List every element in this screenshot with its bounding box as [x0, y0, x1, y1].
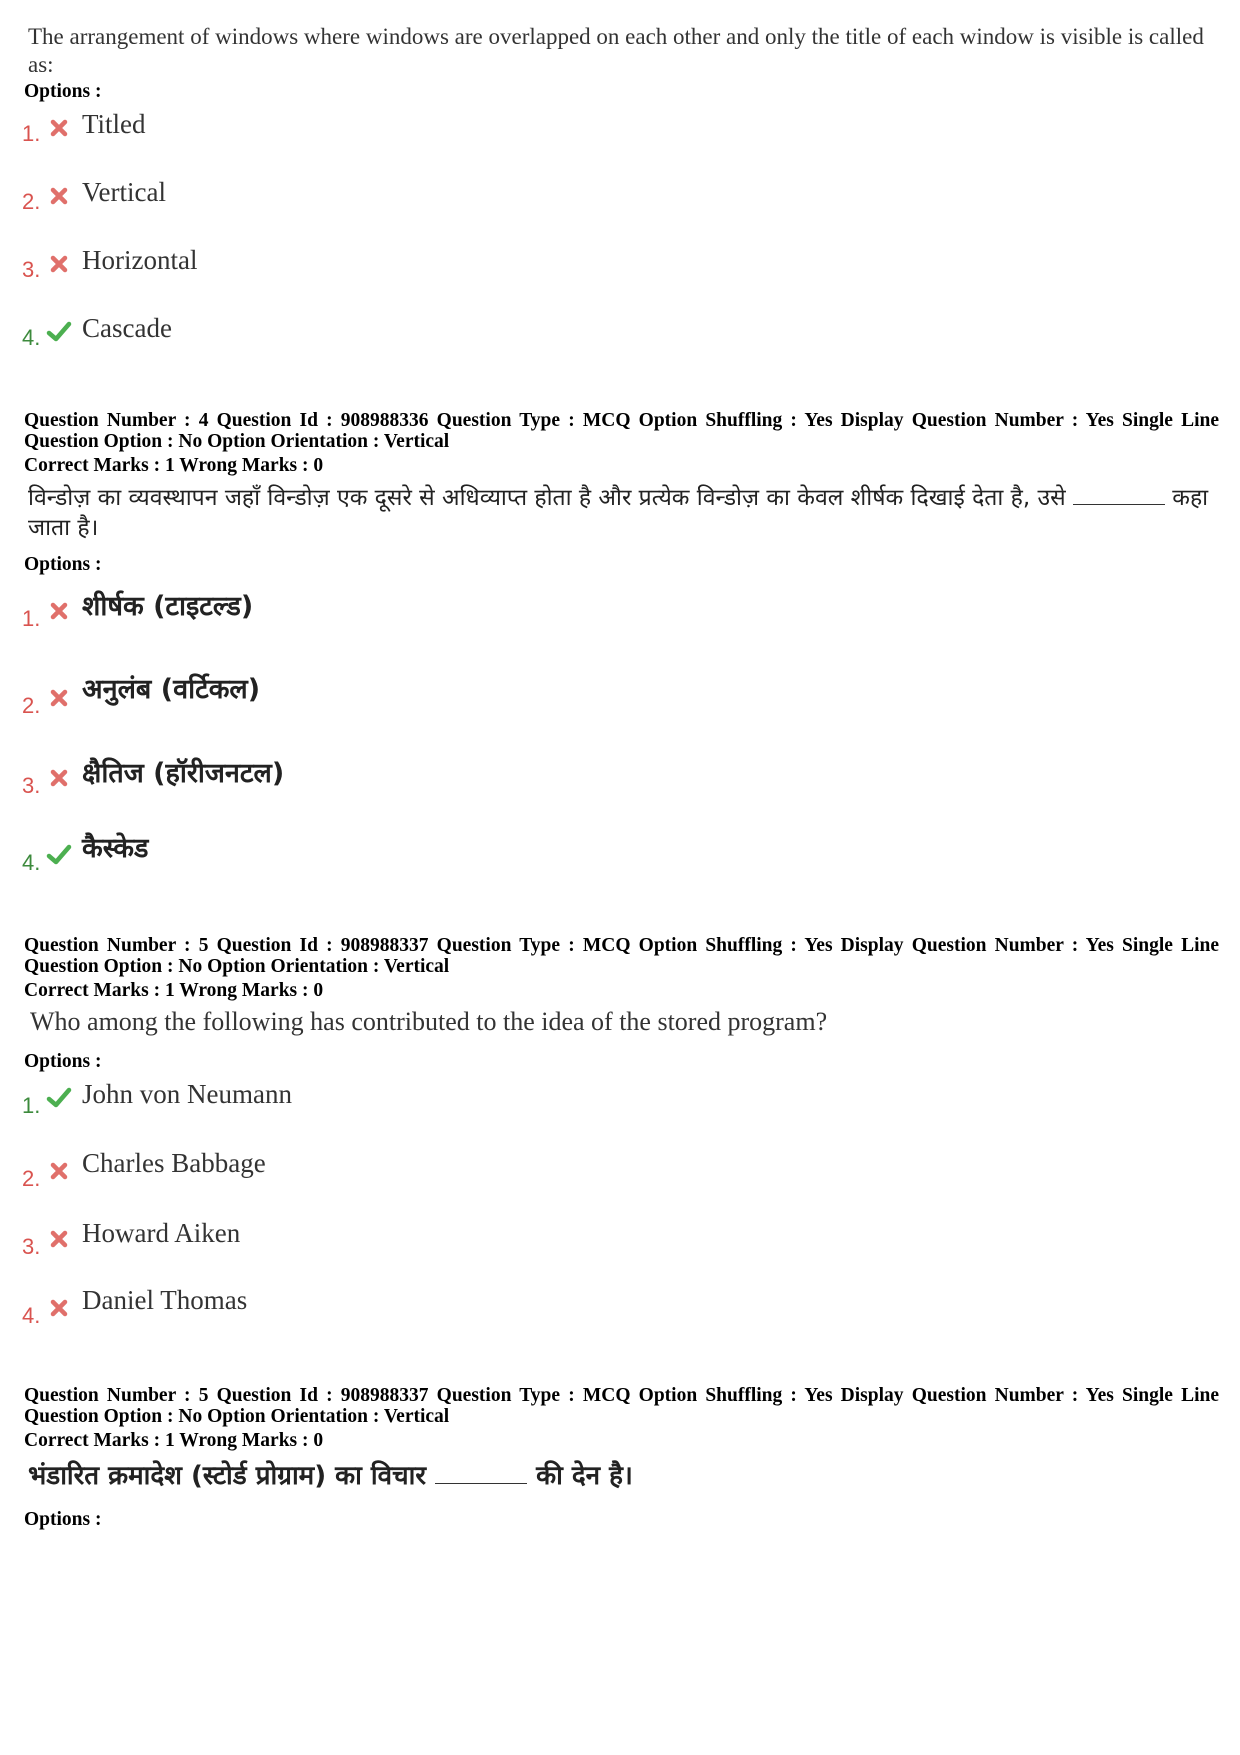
option-number: 3.: [22, 773, 41, 798]
option-number: 1.: [22, 606, 41, 631]
cross-icon: [46, 685, 72, 711]
cross-icon: [46, 1295, 72, 1321]
option-number: 1.: [22, 121, 41, 146]
option-number: 1.: [22, 1093, 41, 1118]
option-text: शीर्षक (टाइटल्ड): [82, 591, 254, 622]
question-text-part2: की देन है।: [536, 1461, 633, 1491]
question-5-meta: Question Number : 5 Question Id : 908988337 Question Type : MCQ Option Shuffling : Yes Display Question Number : Yes Single Line Question Option : No Option Orientation : Vertical: [24, 935, 1219, 977]
question-5-hi-marks: Correct Marks : 1 Wrong Marks : 0: [24, 1430, 324, 1451]
question-text-part1: विन्डोज़ का व्यवस्थापन जहाँ विन्डोज़ एक दूसरे से अधिव्याप्त होता है और प्रत्येक विन्डोज़ का केवल शीर्षक दिखाई देता है, उसे: [28, 485, 1066, 511]
question-text-part2: कहा जाता है।: [28, 485, 1209, 541]
check-icon: [46, 1085, 72, 1111]
question-5-hi-meta: Question Number : 5 Question Id : 908988337 Question Type : MCQ Option Shuffling : Yes Display Question Number : Yes Single Line Question Option : No Option Orientation : Vertical: [24, 1385, 1219, 1427]
question-5-marks: Correct Marks : 1 Wrong Marks : 0: [24, 980, 324, 1001]
option-text: Daniel Thomas: [82, 1285, 248, 1315]
option-text: Charles Babbage: [82, 1148, 266, 1178]
option-number: 2.: [22, 693, 41, 718]
option-text: क्षैतिज (हॉरीजनटल): [82, 758, 285, 789]
cross-icon: [46, 598, 72, 624]
option-number: 3.: [22, 1234, 41, 1259]
option-number: 4.: [22, 325, 41, 350]
question-5-text: Who among the following has contributed to the idea of the stored program?: [30, 1007, 828, 1036]
option-text: Horizontal: [82, 245, 198, 275]
options-label: Options :: [24, 554, 102, 575]
option-number: 4.: [22, 1303, 41, 1328]
question-text-part1: भंडारित क्रमादेश (स्टोर्ड प्रोग्राम) का विचार: [28, 1461, 426, 1491]
question-4-meta: Question Number : 4 Question Id : 908988336 Question Type : MCQ Option Shuffling : Yes Display Question Number : Yes Single Line Question Option : No Option Orientation : Vertical: [24, 410, 1219, 452]
question-5-hi-text: [28, 1461, 1218, 1491]
option-number: 2.: [22, 1166, 41, 1191]
question-4-marks: Correct Marks : 1 Wrong Marks : 0: [24, 455, 324, 476]
cross-icon: [46, 1226, 72, 1252]
question-4-text: [28, 483, 1218, 543]
option-text: अनुलंब (वर्टिकल): [82, 674, 261, 705]
options-label: Options :: [24, 1509, 102, 1530]
check-icon: [46, 842, 72, 868]
cross-icon: [46, 765, 72, 791]
check-icon: [46, 319, 72, 345]
answer-blank: [1073, 486, 1165, 505]
option-text: Vertical: [82, 177, 166, 207]
option-text: Titled: [82, 109, 146, 139]
options-label: Options :: [24, 1051, 102, 1072]
cross-icon: [46, 251, 72, 277]
option-number: 4.: [22, 850, 41, 875]
option-text: Howard Aiken: [82, 1218, 241, 1248]
option-number: 2.: [22, 189, 41, 214]
question-3-text: The arrangement of windows where windows are overlapped on each other and only the title of each window is visible is called as:: [28, 24, 1204, 77]
option-text: Cascade: [82, 313, 172, 343]
cross-icon: [46, 1158, 72, 1184]
cross-icon: [46, 183, 72, 209]
answer-blank: [435, 1465, 527, 1484]
option-number: 3.: [22, 257, 41, 282]
option-text: कैस्केड: [82, 833, 149, 864]
option-text: John von Neumann: [82, 1079, 292, 1109]
cross-icon: [46, 115, 72, 141]
options-label: Options :: [24, 81, 102, 102]
